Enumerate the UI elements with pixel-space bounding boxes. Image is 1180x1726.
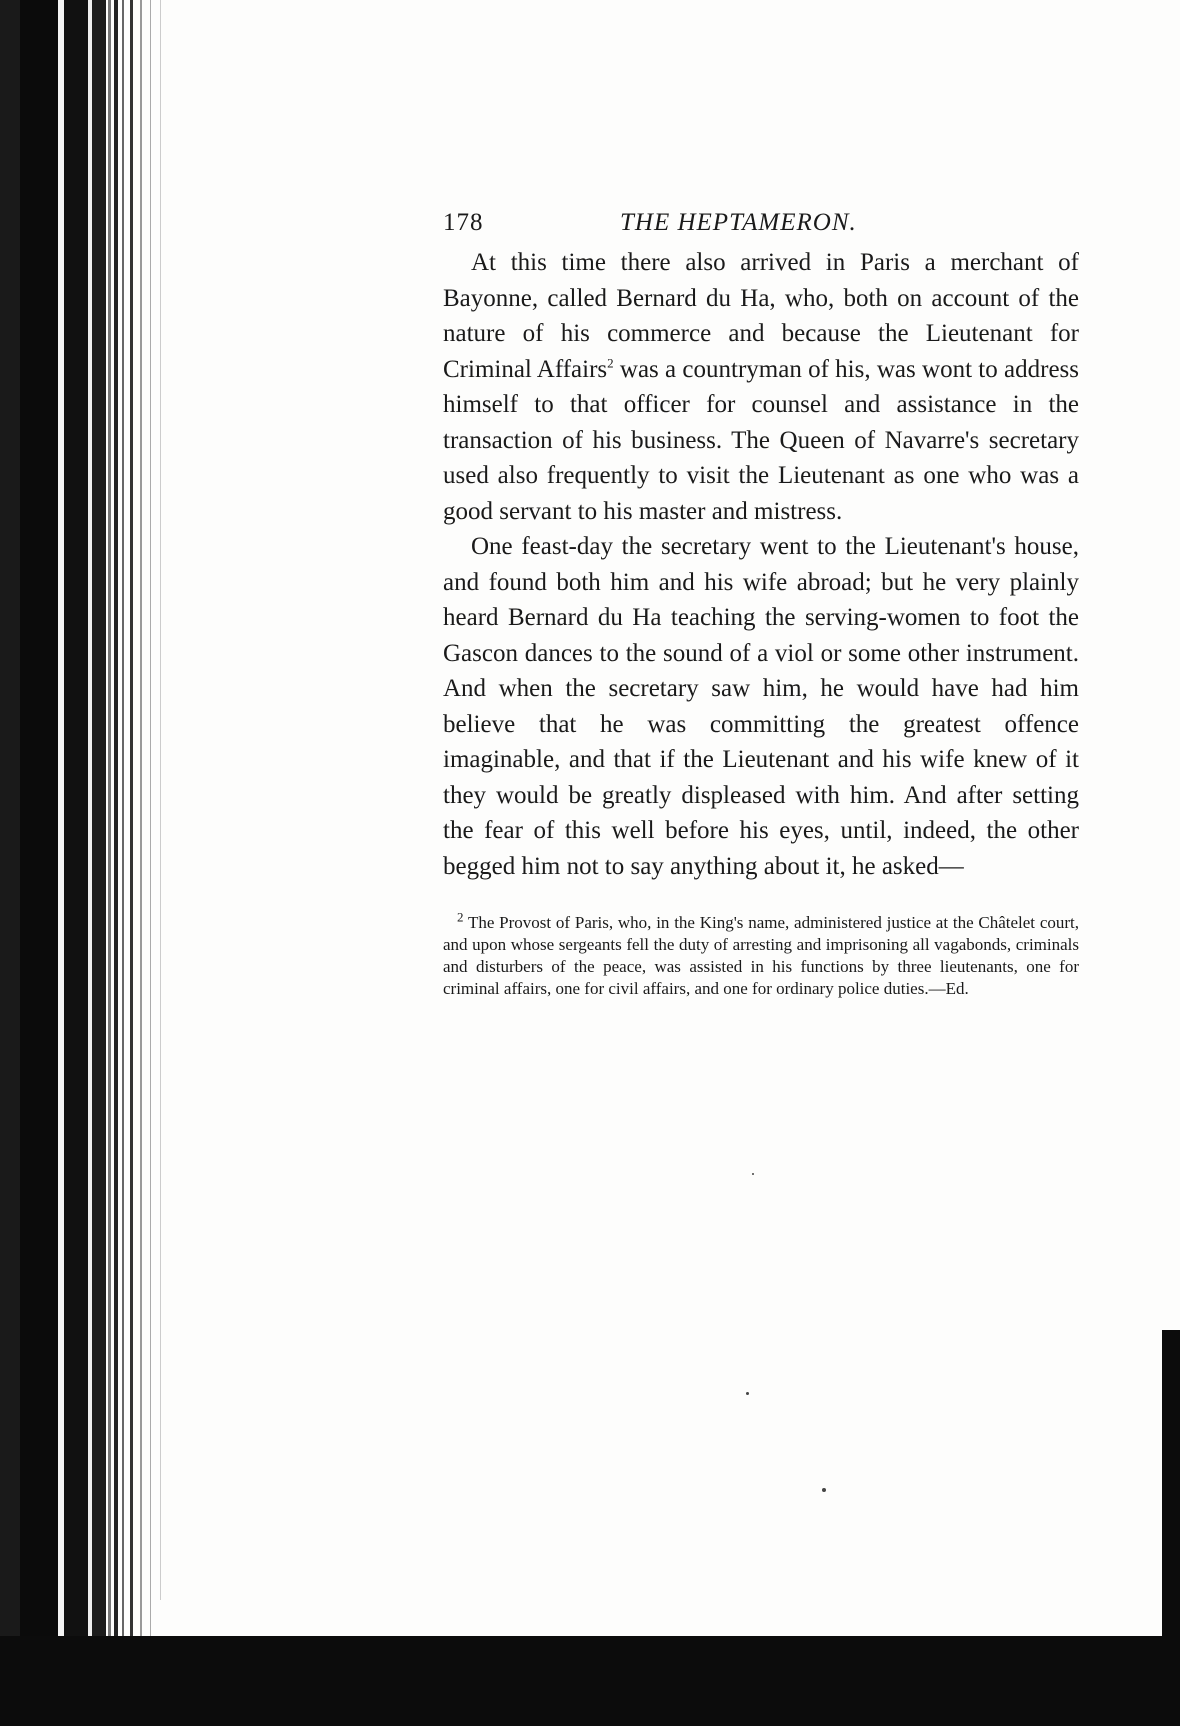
body-text xyxy=(443,245,1079,884)
footnote-paragraph xyxy=(443,909,1079,1000)
spine-edge-band xyxy=(20,0,58,1726)
running-title: THE HEPTAMERON. xyxy=(620,209,857,236)
scan-speck xyxy=(746,1392,749,1395)
footnote-text: The Provost of Paris, who, in the King's name, administered justice at the Châtelet court, and upon whose sergeants fell the duty of arresting and imprisoning all vagabonds, criminals and disturbers of the peace, was assisted in his functions by three lieutenants, one for criminal affairs, one for civil affairs, and one for ordinary police duties.—Ed. xyxy=(443,913,1079,998)
spine-edge-band xyxy=(92,0,106,1726)
paragraph: One feast-day the secretary went to the Lieutenant's house, and found both him and his wife abroad; but he very plainly heard Bernard du Ha teaching the serving-women to foot the Gascon dances to the sound of a viol or some other instrument. And when the secretary saw him, he would have had him believe that he was committing the greatest offence imaginable, and that if the Lieutenant and his wife knew of it they would be greatly displeased with him. And after setting the fear of this well before his eyes, until, indeed, the other begged him not to say anything about it, he asked— xyxy=(443,533,1079,880)
scan-speck xyxy=(822,1488,826,1492)
page-number: 178 xyxy=(443,209,484,236)
spine-edge-band xyxy=(140,0,142,1726)
paragraph xyxy=(443,245,1079,529)
spine-edge-band xyxy=(0,0,20,1726)
spine-edge-band xyxy=(150,0,151,1726)
spine-edge-band xyxy=(108,0,111,1726)
spine-edge-band xyxy=(64,0,88,1726)
running-head xyxy=(443,205,1079,245)
spine-edge-band xyxy=(130,0,133,1726)
spine-edge-band xyxy=(114,0,118,1726)
scan-speck xyxy=(752,1173,754,1175)
paragraph-text: was a countryman of his, was wont to address himself to that officer for counsel and assistance in the transaction of his business. The Queen of Navarre's secretary used also frequently to visit the Lieutenant as one who was a good servant to his master and mistress. xyxy=(443,355,1079,525)
footnote-marker: 2 xyxy=(457,909,464,925)
spine-edge-band xyxy=(160,0,161,1600)
book-spine-gutter xyxy=(0,0,170,1726)
spine-edge-band xyxy=(122,0,124,1726)
footnote xyxy=(443,909,1079,1000)
text-block xyxy=(443,205,1079,1000)
footnote-reference: 2 xyxy=(607,355,614,371)
page-bottom-shadow xyxy=(0,1636,1180,1726)
paragraph-text: At this time there also arrived in Paris a merchant of Bayonne, called Bernard du Ha, who, both on account of the nature of his commerce and because the Lieutenant for Criminal Affairs xyxy=(443,249,1079,383)
